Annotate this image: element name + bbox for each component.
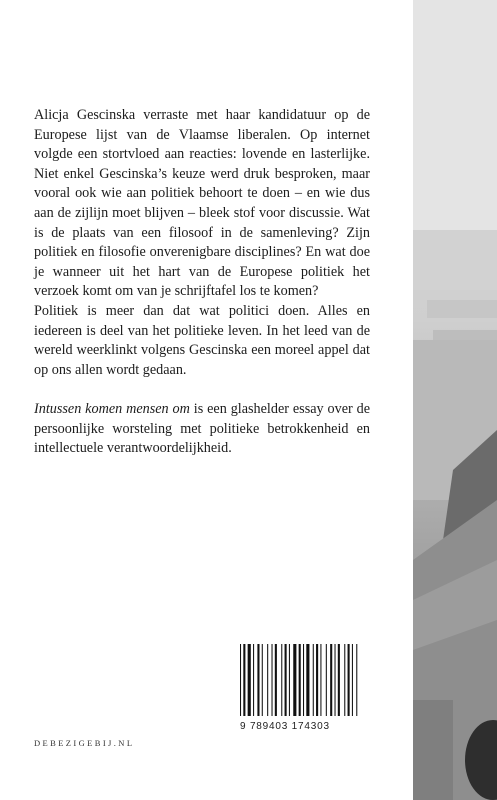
barcode-bar [320, 644, 321, 716]
back-cover-blurb [34, 106, 370, 459]
cover-photo-strip [413, 0, 497, 800]
barcode-bar [293, 644, 296, 716]
barcode-bar [240, 644, 241, 716]
barcode-bar [275, 644, 277, 716]
publisher-website: DEBEZIGEBIJ.NL [34, 738, 135, 748]
barcode-bar [348, 644, 350, 716]
barcode-bar [326, 644, 327, 716]
barcode-bar [289, 644, 290, 716]
barcode-bar [262, 644, 263, 716]
barcode-bar [344, 644, 345, 716]
barcode-bars [234, 640, 370, 720]
barcode-bar [313, 644, 314, 716]
barcode-bar [338, 644, 340, 716]
barcode-bar [257, 644, 259, 716]
blurb-paragraph-1: Alicja Gescinska verraste met haar kandidatuur op de Europese lijst van de Vlaamse liberalen. Op internet volgde een stortvloed aan reacties: lovende en lasterlijke. Niet enkel Gescinska’s keuze werd druk besproken, maar vooral ook wie aan politiek behoort te doen – en wie dus aan de zijlijn moet blijven – bleek stof voor discussie. Wat is de plaats van een filosoof in de samenleving? Zijn politiek en filosofie onverenigbare disciplines? En wat doe je wanneer uit het hart van de Europese politiek het verzoek komt om van je schrijftafel los te komen? [34, 107, 370, 300]
barcode-bar [306, 644, 309, 716]
blurb-paragraph-2: Politiek is meer dan dat wat politici doen. Alles en iedereen is deel van het politieke leven. In het leed van de wereld weerklinkt volgens Gescinska een moreel appel dat op ons allen wordt gedaan. [34, 302, 370, 378]
barcode-bar [352, 644, 353, 716]
barcode-bar [299, 644, 301, 716]
barcode-bar [272, 644, 273, 716]
barcode-bar [303, 644, 304, 716]
barcode-bar [267, 644, 268, 716]
barcode-bar [356, 644, 357, 716]
blurb-paragraph-3 [34, 400, 370, 459]
harbour-photo [413, 0, 497, 800]
book-title: Intussen komen mensen om [34, 400, 190, 417]
barcode-bar [330, 644, 332, 716]
barcode-bar [285, 644, 287, 716]
barcode-bar [243, 644, 245, 716]
barcode-bar [281, 644, 282, 716]
barcode-bar [316, 644, 318, 716]
barcode-bar [253, 644, 254, 716]
barcode-bar [248, 644, 251, 716]
blurb-paragraph-3-text: is een glashelder essay over de persoonlijke worsteling met politieke betrokkenheid en intellectuele verantwoordelijkheid. [34, 400, 370, 457]
barcode-digits: 9 789403 174303 [240, 721, 330, 732]
barcode-bar [335, 644, 336, 716]
